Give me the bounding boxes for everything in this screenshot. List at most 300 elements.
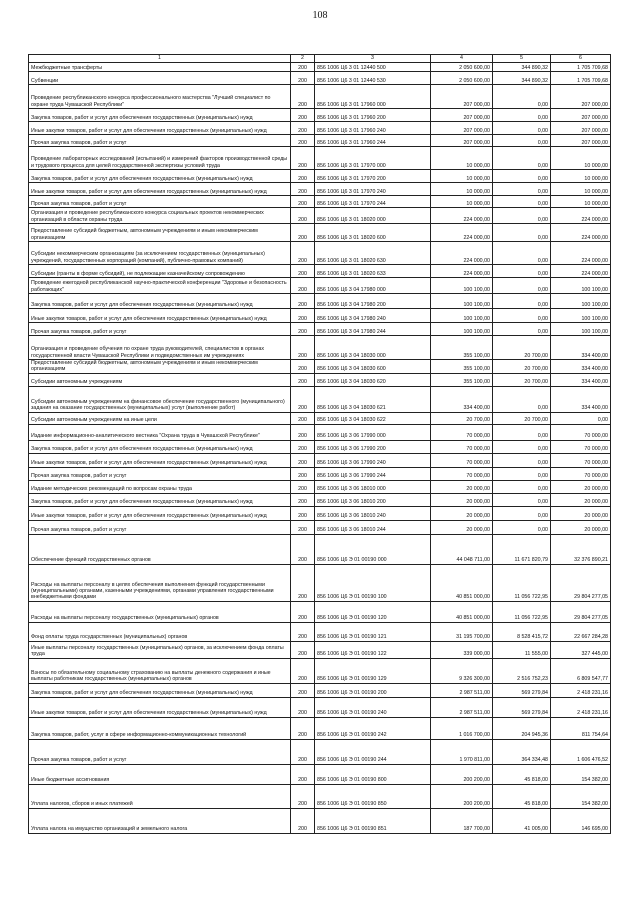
row-code: 856 1006 Ц6 3 01 17960 000 — [315, 85, 431, 109]
row-approved: 20 000,00 — [431, 520, 493, 534]
row-remaining: 327 445,00 — [551, 641, 611, 658]
row-code: 856 1006 Ц6 3 06 17990 244 — [315, 467, 431, 480]
row-remaining: 22 667 284,28 — [551, 622, 611, 641]
row-code: 856 1006 Ц6 3 01 18020 633 — [315, 265, 431, 278]
row-executed: 569 279,84 — [493, 697, 551, 717]
row-name: Субсидии некоммерческим организациям (за исключением государственных (муниципальных) учреждений, государственных корпораций (компаний), публично-правовых компаний) — [29, 242, 291, 265]
row-remaining: 10 000,00 — [551, 147, 611, 170]
row-name: Иные закупки товаров, работ и услуг для обеспечения государственных (муниципальных) нужд — [29, 122, 291, 135]
row-name: Иные выплаты персоналу государственных (муниципальных) органов, за исключением фонда оплаты труда — [29, 641, 291, 658]
row-remaining: 224 000,00 — [551, 208, 611, 224]
table-row — [29, 493, 611, 506]
row-code: 856 1006 Ц6 3 06 18010 244 — [315, 520, 431, 534]
row-executed: 0,00 — [493, 294, 551, 309]
row-approved: 224 000,00 — [431, 224, 493, 242]
row-executed: 0,00 — [493, 386, 551, 412]
row-approved: 10 000,00 — [431, 196, 493, 208]
row-code: 856 1006 Ц6 Э 01 00190 850 — [315, 784, 431, 808]
row-remaining: 20 000,00 — [551, 506, 611, 520]
row-remaining: 207 000,00 — [551, 135, 611, 147]
row-executed: 45 818,00 — [493, 784, 551, 808]
table-row — [29, 697, 611, 717]
row-grbs: 200 — [291, 739, 315, 764]
row-grbs: 200 — [291, 601, 315, 622]
row-name: Закупка товаров, работ, услуг в сфере информационно-коммуникационных технологий — [29, 717, 291, 739]
row-remaining: 1 606 476,52 — [551, 739, 611, 764]
row-grbs: 200 — [291, 764, 315, 784]
table-row — [29, 63, 611, 72]
row-executed: 11 056 722,95 — [493, 564, 551, 601]
row-code: 856 1006 Ц6 3 01 18020 630 — [315, 242, 431, 265]
row-code: 856 1006 Ц6 Э 01 00190 120 — [315, 601, 431, 622]
row-executed: 0,00 — [493, 265, 551, 278]
row-executed: 0,00 — [493, 520, 551, 534]
row-remaining: 100 100,00 — [551, 323, 611, 336]
row-remaining: 224 000,00 — [551, 242, 611, 265]
row-approved: 2 050 600,00 — [431, 72, 493, 85]
row-name: Организация и проведение республиканского конкурса социальных проектов некоммерческих организаций в области охраны труда — [29, 208, 291, 224]
table-row — [29, 739, 611, 764]
row-name: Иные закупки товаров, работ и услуг для обеспечения государственных (муниципальных) нужд — [29, 506, 291, 520]
row-remaining: 334 400,00 — [551, 386, 611, 412]
row-remaining: 10 000,00 — [551, 183, 611, 196]
row-name: Закупка товаров, работ и услуг для обеспечения государственных (муниципальных) нужд — [29, 440, 291, 453]
row-approved: 20 000,00 — [431, 506, 493, 520]
row-grbs: 200 — [291, 808, 315, 833]
table-row — [29, 208, 611, 224]
row-remaining: 2 418 231,16 — [551, 697, 611, 717]
row-executed: 204 945,36 — [493, 717, 551, 739]
row-approved: 20 000,00 — [431, 493, 493, 506]
row-code: 856 1006 Ц6 Э 01 00190 129 — [315, 658, 431, 683]
row-code: 856 1006 Ц6 3 04 17980 240 — [315, 309, 431, 323]
row-approved: 1 016 700,00 — [431, 717, 493, 739]
row-remaining: 20 000,00 — [551, 493, 611, 506]
row-executed: 0,00 — [493, 424, 551, 440]
row-name: Предоставление субсидий бюджетным, автономным учреждениям и иным некоммерческим организациям — [29, 360, 291, 374]
row-executed: 20 700,00 — [493, 412, 551, 424]
column-number-5: 5 — [493, 55, 551, 63]
row-code: 856 1006 Ц6 Э 01 00190 242 — [315, 717, 431, 739]
row-remaining: 100 100,00 — [551, 309, 611, 323]
row-name: Иные бюджетные ассигнования — [29, 764, 291, 784]
row-name: Субсидии автономным учреждениям на финансовое обеспечение государственного (муниципального) задания на оказание государственных (муниципальных) услуг (выполнение работ) — [29, 386, 291, 412]
row-code: 856 1006 Ц6 3 04 17980 000 — [315, 278, 431, 294]
row-remaining: 811 754,64 — [551, 717, 611, 739]
row-approved: 224 000,00 — [431, 242, 493, 265]
row-grbs: 200 — [291, 208, 315, 224]
table-row — [29, 170, 611, 183]
table-row — [29, 135, 611, 147]
row-remaining: 224 000,00 — [551, 224, 611, 242]
row-grbs: 200 — [291, 493, 315, 506]
row-code: 856 1006 Ц6 3 01 18020 600 — [315, 224, 431, 242]
row-code: 856 1006 Ц6 3 01 12440 500 — [315, 63, 431, 72]
table-row — [29, 109, 611, 122]
row-remaining: 154 382,00 — [551, 764, 611, 784]
row-grbs: 200 — [291, 784, 315, 808]
row-executed: 0,00 — [493, 323, 551, 336]
row-code: 856 1006 Ц6 Э 01 00190 121 — [315, 622, 431, 641]
row-approved: 224 000,00 — [431, 265, 493, 278]
row-code: 856 1006 Ц6 3 06 18010 200 — [315, 493, 431, 506]
table-row — [29, 601, 611, 622]
table-row — [29, 784, 611, 808]
table-row — [29, 534, 611, 564]
page-number: 108 — [312, 10, 328, 21]
table-row — [29, 424, 611, 440]
row-approved: 10 000,00 — [431, 183, 493, 196]
row-approved: 355 100,00 — [431, 373, 493, 386]
table-row — [29, 564, 611, 601]
row-executed: 20 700,00 — [493, 336, 551, 360]
column-number-3: 3 — [315, 55, 431, 63]
row-grbs: 200 — [291, 480, 315, 493]
row-approved: 339 000,00 — [431, 641, 493, 658]
table-row — [29, 224, 611, 242]
row-code: 856 1006 Ц6 Э 01 00190 240 — [315, 697, 431, 717]
row-name: Расходы на выплаты персоналу государственных (муниципальных) органов — [29, 601, 291, 622]
row-executed: 8 528 415,72 — [493, 622, 551, 641]
row-approved: 10 000,00 — [431, 147, 493, 170]
row-code: 856 1006 Ц6 3 04 17980 244 — [315, 323, 431, 336]
row-code: 856 1006 Ц6 3 06 17990 200 — [315, 440, 431, 453]
row-grbs: 200 — [291, 170, 315, 183]
row-remaining: 29 804 277,05 — [551, 564, 611, 601]
row-grbs: 200 — [291, 265, 315, 278]
row-grbs: 200 — [291, 323, 315, 336]
row-code: 856 1006 Ц6 3 01 17970 200 — [315, 170, 431, 183]
row-grbs: 200 — [291, 183, 315, 196]
row-grbs: 200 — [291, 294, 315, 309]
row-code: 856 1006 Ц6 3 01 17970 000 — [315, 147, 431, 170]
row-grbs: 200 — [291, 424, 315, 440]
row-grbs: 200 — [291, 717, 315, 739]
row-approved: 187 700,00 — [431, 808, 493, 833]
table-row — [29, 294, 611, 309]
row-approved: 9 326 300,00 — [431, 658, 493, 683]
row-grbs: 200 — [291, 641, 315, 658]
row-remaining: 1 705 709,68 — [551, 72, 611, 85]
row-code: 856 1006 Ц6 3 01 17970 244 — [315, 196, 431, 208]
row-code: 856 1006 Ц6 3 04 18030 622 — [315, 412, 431, 424]
row-approved: 100 100,00 — [431, 294, 493, 309]
row-grbs: 200 — [291, 109, 315, 122]
row-executed: 20 700,00 — [493, 373, 551, 386]
row-executed: 569 279,84 — [493, 683, 551, 697]
row-executed: 0,00 — [493, 506, 551, 520]
row-executed: 0,00 — [493, 467, 551, 480]
row-approved: 40 851 000,00 — [431, 564, 493, 601]
row-grbs: 200 — [291, 440, 315, 453]
table-row — [29, 242, 611, 265]
table-row — [29, 85, 611, 109]
row-remaining: 334 400,00 — [551, 336, 611, 360]
row-approved: 207 000,00 — [431, 85, 493, 109]
row-name: Прочая закупка товаров, работ и услуг — [29, 323, 291, 336]
row-grbs: 200 — [291, 360, 315, 374]
table-row — [29, 336, 611, 360]
row-code: 856 1006 Ц6 Э 01 00190 000 — [315, 534, 431, 564]
row-executed: 0,00 — [493, 109, 551, 122]
row-executed: 0,00 — [493, 135, 551, 147]
row-code: 856 1006 Ц6 3 01 17970 240 — [315, 183, 431, 196]
table-row — [29, 658, 611, 683]
table-row — [29, 323, 611, 336]
row-name: Иные закупки товаров, работ и услуг для обеспечения государственных (муниципальных) нужд — [29, 183, 291, 196]
row-remaining: 29 804 277,05 — [551, 601, 611, 622]
row-remaining: 224 000,00 — [551, 265, 611, 278]
row-grbs: 200 — [291, 309, 315, 323]
row-name: Субвенции — [29, 72, 291, 85]
row-name: Закупка товаров, работ и услуг для обеспечения государственных (муниципальных) нужд — [29, 493, 291, 506]
row-approved: 70 000,00 — [431, 424, 493, 440]
row-code: 856 1006 Ц6 Э 01 00190 200 — [315, 683, 431, 697]
table-row — [29, 808, 611, 833]
row-approved: 1 970 811,00 — [431, 739, 493, 764]
row-code: 856 1006 Ц6 3 06 18010 240 — [315, 506, 431, 520]
row-remaining: 207 000,00 — [551, 85, 611, 109]
column-number-1: 1 — [29, 55, 291, 63]
table-row — [29, 309, 611, 323]
row-remaining: 6 809 547,77 — [551, 658, 611, 683]
row-remaining: 207 000,00 — [551, 122, 611, 135]
row-remaining: 70 000,00 — [551, 453, 611, 467]
row-name: Проведение лабораторных исследований (испытаний) и измерений факторов производственной среды и трудового процесса для целей государственной экспертизы условий труда — [29, 147, 291, 170]
row-name: Иные закупки товаров, работ и услуг для обеспечения государственных (муниципальных) нужд — [29, 309, 291, 323]
row-approved: 334 400,00 — [431, 386, 493, 412]
row-grbs: 200 — [291, 224, 315, 242]
row-remaining: 70 000,00 — [551, 467, 611, 480]
row-executed: 344 890,32 — [493, 72, 551, 85]
row-remaining: 334 400,00 — [551, 360, 611, 374]
row-name: Прочая закупка товаров, работ и услуг — [29, 135, 291, 147]
row-approved: 355 100,00 — [431, 360, 493, 374]
row-code: 856 1006 Ц6 3 06 17990 240 — [315, 453, 431, 467]
row-approved: 10 000,00 — [431, 170, 493, 183]
row-grbs: 200 — [291, 196, 315, 208]
row-grbs: 200 — [291, 386, 315, 412]
row-remaining: 1 705 709,68 — [551, 63, 611, 72]
row-grbs: 200 — [291, 453, 315, 467]
row-executed: 0,00 — [493, 453, 551, 467]
row-grbs: 200 — [291, 72, 315, 85]
row-approved: 224 000,00 — [431, 208, 493, 224]
row-code: 856 1006 Ц6 3 01 18020 000 — [315, 208, 431, 224]
table-row — [29, 196, 611, 208]
row-remaining: 100 100,00 — [551, 278, 611, 294]
row-name: Прочая закупка товаров, работ и услуг — [29, 196, 291, 208]
table-row — [29, 373, 611, 386]
row-approved: 207 000,00 — [431, 135, 493, 147]
budget-table — [28, 54, 611, 834]
row-name: Взносы по обязательному социальному страхованию на выплаты денежного содержания и иные выплаты работникам государственных (муниципальных) органов — [29, 658, 291, 683]
row-executed: 11 555,00 — [493, 641, 551, 658]
table-row — [29, 265, 611, 278]
row-code: 856 1006 Ц6 3 06 18010 000 — [315, 480, 431, 493]
row-grbs: 200 — [291, 412, 315, 424]
row-name: Проведение ежегодной республиканской научно-практической конференции "Здоровье и безопасность работающих" — [29, 278, 291, 294]
row-code: 856 1006 Ц6 Э 01 00190 851 — [315, 808, 431, 833]
table-row — [29, 764, 611, 784]
row-grbs: 200 — [291, 622, 315, 641]
row-approved: 70 000,00 — [431, 453, 493, 467]
row-approved: 2 987 511,00 — [431, 683, 493, 697]
row-name: Расходы на выплаты персоналу в целях обеспечения выполнения функций государственными (муниципальными) органами, казенными учреждениями, органами управления государственными внебюджетными фондами — [29, 564, 291, 601]
row-approved: 100 100,00 — [431, 278, 493, 294]
row-code: 856 1006 Ц6 Э 01 00190 244 — [315, 739, 431, 764]
row-executed: 45 818,00 — [493, 764, 551, 784]
row-grbs: 200 — [291, 122, 315, 135]
table-row — [29, 506, 611, 520]
row-approved: 200 200,00 — [431, 764, 493, 784]
row-approved: 355 100,00 — [431, 336, 493, 360]
row-remaining: 2 418 231,16 — [551, 683, 611, 697]
row-grbs: 200 — [291, 135, 315, 147]
row-grbs: 200 — [291, 520, 315, 534]
row-grbs: 200 — [291, 85, 315, 109]
row-executed: 11 056 722,95 — [493, 601, 551, 622]
row-grbs: 200 — [291, 278, 315, 294]
row-remaining: 207 000,00 — [551, 109, 611, 122]
row-executed: 0,00 — [493, 122, 551, 135]
row-approved: 100 100,00 — [431, 323, 493, 336]
row-name: Субсидии (гранты в форме субсидий), не подлежащие казначейскому сопровождению — [29, 265, 291, 278]
row-grbs: 200 — [291, 147, 315, 170]
table-row — [29, 147, 611, 170]
row-approved: 20 000,00 — [431, 480, 493, 493]
row-executed: 0,00 — [493, 278, 551, 294]
row-grbs: 200 — [291, 683, 315, 697]
row-approved: 207 000,00 — [431, 122, 493, 135]
row-grbs: 200 — [291, 564, 315, 601]
table-row — [29, 278, 611, 294]
row-name: Субсидии автономным учреждениям — [29, 373, 291, 386]
row-executed: 0,00 — [493, 85, 551, 109]
row-remaining: 20 000,00 — [551, 480, 611, 493]
row-name: Обеспечение функций государственных органов — [29, 534, 291, 564]
row-grbs: 200 — [291, 242, 315, 265]
table-row — [29, 717, 611, 739]
table-row — [29, 122, 611, 135]
row-code: 856 1006 Ц6 3 06 17990 000 — [315, 424, 431, 440]
row-code: 856 1006 Ц6 Э 01 00190 100 — [315, 564, 431, 601]
row-approved: 40 851 000,00 — [431, 601, 493, 622]
row-executed: 0,00 — [493, 480, 551, 493]
row-approved: 44 048 711,00 — [431, 534, 493, 564]
table-row — [29, 183, 611, 196]
table-row — [29, 622, 611, 641]
row-executed: 0,00 — [493, 440, 551, 453]
row-executed: 0,00 — [493, 224, 551, 242]
row-approved: 2 050 600,00 — [431, 63, 493, 72]
row-approved: 20 700,00 — [431, 412, 493, 424]
row-name: Иные закупки товаров, работ и услуг для обеспечения государственных (муниципальных) нужд — [29, 697, 291, 717]
row-code: 856 1006 Ц6 3 04 18030 621 — [315, 386, 431, 412]
row-code: 856 1006 Ц6 3 01 17960 240 — [315, 122, 431, 135]
row-approved: 70 000,00 — [431, 440, 493, 453]
row-name: Издание методических рекомендаций по вопросам охраны труда — [29, 480, 291, 493]
row-executed: 0,00 — [493, 242, 551, 265]
row-name: Закупка товаров, работ и услуг для обеспечения государственных (муниципальных) нужд — [29, 294, 291, 309]
row-remaining: 154 382,00 — [551, 784, 611, 808]
row-approved: 207 000,00 — [431, 109, 493, 122]
row-code: 856 1006 Ц6 3 01 12440 530 — [315, 72, 431, 85]
row-remaining: 32 376 890,21 — [551, 534, 611, 564]
table-row — [29, 683, 611, 697]
table-row — [29, 480, 611, 493]
row-approved: 70 000,00 — [431, 467, 493, 480]
row-remaining: 146 695,00 — [551, 808, 611, 833]
row-executed: 41 005,00 — [493, 808, 551, 833]
table-row — [29, 360, 611, 374]
table-row — [29, 440, 611, 453]
table-row — [29, 386, 611, 412]
row-name: Закупка товаров, работ и услуг для обеспечения государственных (муниципальных) нужд — [29, 683, 291, 697]
row-executed: 20 700,00 — [493, 360, 551, 374]
row-code: 856 1006 Ц6 Э 01 00190 122 — [315, 641, 431, 658]
table-row — [29, 412, 611, 424]
row-remaining: 10 000,00 — [551, 170, 611, 183]
row-approved: 200 200,00 — [431, 784, 493, 808]
table-row — [29, 453, 611, 467]
row-grbs: 200 — [291, 63, 315, 72]
row-remaining: 70 000,00 — [551, 440, 611, 453]
row-name: Уплата налогов, сборов и иных платежей — [29, 784, 291, 808]
row-grbs: 200 — [291, 373, 315, 386]
column-number-row — [29, 55, 611, 63]
row-executed: 11 671 820,79 — [493, 534, 551, 564]
row-executed: 0,00 — [493, 309, 551, 323]
row-code: 856 1006 Ц6 3 01 17960 244 — [315, 135, 431, 147]
row-approved: 100 100,00 — [431, 309, 493, 323]
row-code: 856 1006 Ц6 3 04 18030 600 — [315, 360, 431, 374]
row-executed: 0,00 — [493, 208, 551, 224]
row-executed: 344 890,32 — [493, 63, 551, 72]
row-executed: 364 334,48 — [493, 739, 551, 764]
row-executed: 0,00 — [493, 170, 551, 183]
row-remaining: 10 000,00 — [551, 196, 611, 208]
column-number-4: 4 — [431, 55, 493, 63]
row-executed: 0,00 — [493, 196, 551, 208]
row-name: Субсидии автономным учреждениям на иные цели — [29, 412, 291, 424]
row-name: Проведение республиканского конкурса профессионального мастерства "Лучший специалист по охране труда Чувашской Республики" — [29, 85, 291, 109]
row-approved: 31 195 700,00 — [431, 622, 493, 641]
row-name: Межбюджетные трансферты — [29, 63, 291, 72]
row-code: 856 1006 Ц6 3 04 18030 000 — [315, 336, 431, 360]
table-row — [29, 467, 611, 480]
row-code: 856 1006 Ц6 Э 01 00190 800 — [315, 764, 431, 784]
row-approved: 2 987 511,00 — [431, 697, 493, 717]
row-name: Прочая закупка товаров, работ и услуг — [29, 739, 291, 764]
row-grbs: 200 — [291, 506, 315, 520]
row-remaining: 70 000,00 — [551, 424, 611, 440]
column-number-2: 2 — [291, 55, 315, 63]
table-row — [29, 641, 611, 658]
column-number-6: 6 — [551, 55, 611, 63]
row-remaining: 0,00 — [551, 412, 611, 424]
row-grbs: 200 — [291, 658, 315, 683]
table-row — [29, 520, 611, 534]
row-grbs: 200 — [291, 467, 315, 480]
row-name: Закупка товаров, работ и услуг для обеспечения государственных (муниципальных) нужд — [29, 170, 291, 183]
row-name: Организация и проведение обучения по охране труда руководителей, специалистов в органах государственной власти Чувашской Республики и подведомственных им учреждениях — [29, 336, 291, 360]
row-code: 856 1006 Ц6 3 04 17980 200 — [315, 294, 431, 309]
row-name: Иные закупки товаров, работ и услуг для обеспечения государственных (муниципальных) нужд — [29, 453, 291, 467]
row-remaining: 334 400,00 — [551, 373, 611, 386]
row-name: Прочая закупка товаров, работ и услуг — [29, 520, 291, 534]
row-executed: 0,00 — [493, 183, 551, 196]
